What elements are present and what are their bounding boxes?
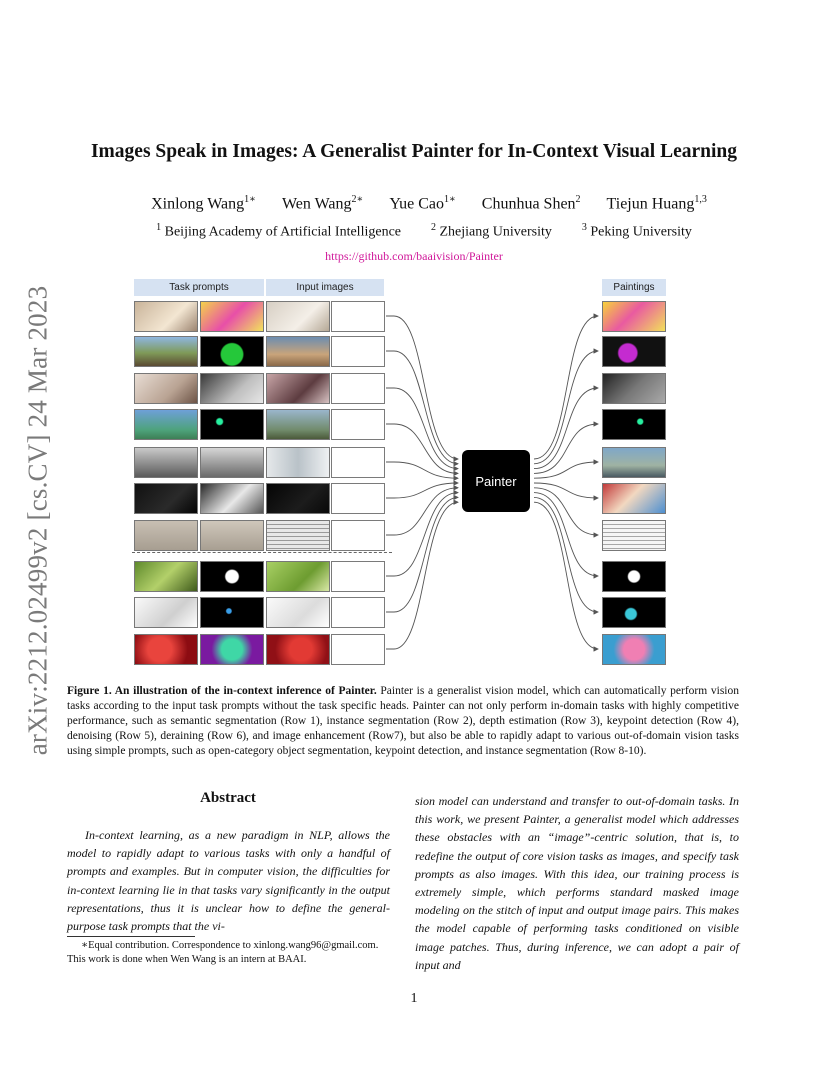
affiliation-list bbox=[80, 222, 768, 241]
abstract-right-column: sion model can understand and transfer to out-of-domain tasks. In this work, we present Painter, a generalist model which addresses these obstacles with an “image”-centric solution, that is, to redefine the output of core vision tasks as images, and specify task prompts as also images. With this idea, our training process is extremely simple, which performs standard masked image modeling on the stitch of input and output image pairs. This makes the model capable of performing tasks conditioned on visible image patches. Thus, during inference, we can adopt a pair of input and bbox=[415, 794, 739, 972]
masked-output-placeholder bbox=[331, 447, 385, 478]
input-arrow bbox=[386, 316, 458, 459]
query-input-image bbox=[266, 634, 330, 665]
author: Wen Wang$^{2∗}$ bbox=[281, 194, 364, 213]
output-arrow bbox=[534, 351, 598, 464]
query-input-image bbox=[266, 561, 330, 592]
query-input-image bbox=[266, 301, 330, 332]
query-input-image bbox=[266, 447, 330, 478]
output-arrow bbox=[534, 483, 598, 498]
painting-output-image bbox=[602, 447, 666, 478]
input-arrow bbox=[386, 488, 458, 535]
masked-output-placeholder bbox=[331, 634, 385, 665]
painter-model-box bbox=[462, 450, 530, 512]
task-prompt-output-image bbox=[200, 483, 264, 514]
figure-caption bbox=[67, 684, 739, 759]
output-arrow bbox=[534, 493, 598, 576]
query-input-image bbox=[266, 597, 330, 628]
domain-separator bbox=[132, 552, 392, 553]
figure-painter-overview bbox=[132, 277, 672, 672]
column-header-input-images: Input images bbox=[266, 279, 384, 296]
task-prompt-output-image bbox=[200, 409, 264, 440]
footnote bbox=[67, 939, 393, 966]
task-prompt-output-image bbox=[200, 520, 264, 551]
arxiv-sidebar-stamp bbox=[18, 280, 58, 760]
caption-text: Painter is a generalist vision model, which can automatically perform vision tasks according to the input task prompts without the task specific heads. Painter can not only perform in-domain tasks with highly competitive performance, such as semantic segmentation (Row 1), instance segmentation (Row 2), depth estimation (Row 3), keypoint detection (Row 4), denoising (Row 5), deraining (Row 6), and image enhancement (Row7), but also be able to rapidly adapt to various out-of-domain vision tasks using simple prompts, such as open-category object segmentation, keypoint detection, and instance segmentation (Row 8-10). bbox=[67, 685, 739, 757]
painting-output-image bbox=[602, 483, 666, 514]
author-list bbox=[90, 194, 768, 213]
output-arrow bbox=[534, 497, 598, 612]
input-arrow bbox=[386, 351, 458, 464]
painting-output-image bbox=[602, 634, 666, 665]
abstract-heading: Abstract bbox=[200, 790, 256, 806]
input-arrow bbox=[386, 497, 458, 612]
author: Chunhua Shen$^2$ bbox=[481, 194, 581, 213]
masked-output-placeholder bbox=[331, 373, 385, 404]
column-header-task-prompts: Task prompts bbox=[134, 279, 264, 296]
author: Xinlong Wang$^{1∗}$ bbox=[151, 194, 256, 213]
footnote-line: ∗Equal contribution. Correspondence to xinlong.wang96@gmail.com. bbox=[81, 940, 379, 951]
query-input-image bbox=[266, 373, 330, 404]
task-prompt-input-image bbox=[134, 409, 198, 440]
query-input-image bbox=[266, 483, 330, 514]
arxiv-id: arXiv:2212.02499v2 [cs.CV] 24 Mar 2023 bbox=[22, 285, 53, 755]
task-prompt-input-image bbox=[134, 597, 198, 628]
task-prompt-output-image bbox=[200, 336, 264, 367]
input-arrow bbox=[386, 493, 458, 576]
task-prompt-output-image bbox=[200, 597, 264, 628]
painting-output-image bbox=[602, 561, 666, 592]
page-number: 1 bbox=[410, 991, 418, 1006]
affiliation: $^3$ Peking University bbox=[581, 222, 692, 240]
painter-label: Painter bbox=[475, 473, 517, 489]
painting-output-image bbox=[602, 301, 666, 332]
query-input-image bbox=[266, 409, 330, 440]
task-prompt-input-image bbox=[134, 520, 198, 551]
output-arrow bbox=[534, 502, 598, 649]
masked-output-placeholder bbox=[331, 561, 385, 592]
query-input-image bbox=[266, 336, 330, 367]
footnote-rule bbox=[67, 936, 195, 937]
task-prompt-input-image bbox=[134, 561, 198, 592]
task-prompt-output-image bbox=[200, 561, 264, 592]
painting-output-image bbox=[602, 597, 666, 628]
column-header-paintings: Paintings bbox=[602, 279, 666, 296]
masked-output-placeholder bbox=[331, 336, 385, 367]
task-prompt-input-image bbox=[134, 483, 198, 514]
output-arrow bbox=[534, 388, 598, 469]
task-prompt-input-image bbox=[134, 634, 198, 665]
painting-output-image bbox=[602, 409, 666, 440]
painting-output-image bbox=[602, 520, 666, 551]
painting-output-image bbox=[602, 336, 666, 367]
footnote-line: This work is done when Wen Wang is an intern at BAAI. bbox=[67, 953, 307, 965]
affiliation: $^1$ Beijing Academy of Artificial Intelligence bbox=[156, 222, 401, 240]
masked-output-placeholder bbox=[331, 301, 385, 332]
affiliation: $^2$ Zhejiang University bbox=[431, 222, 552, 240]
output-arrow bbox=[534, 316, 598, 459]
masked-output-placeholder bbox=[331, 597, 385, 628]
task-prompt-output-image bbox=[200, 373, 264, 404]
masked-output-placeholder bbox=[331, 409, 385, 440]
task-prompt-input-image bbox=[134, 447, 198, 478]
task-prompt-input-image bbox=[134, 373, 198, 404]
author: Tiejun Huang$^{1,3}$ bbox=[606, 194, 707, 213]
task-prompt-input-image bbox=[134, 336, 198, 367]
masked-output-placeholder bbox=[331, 483, 385, 514]
author: Yue Cao$^{1∗}$ bbox=[389, 194, 456, 213]
input-arrow bbox=[386, 462, 458, 478]
caption-label: Figure 1. An illustration of the in-context inference of Painter. bbox=[67, 685, 377, 697]
abstract-left-column: In-context learning, as a new paradigm in NLP, allows the model to rapidly adapt to various tasks with only a handful of prompts and examples. But in computer vision, the difficulties for in-context learning lie in that tasks vary significantly in the output representations, thus it is unclear how to define the general-purpose task prompts that the vi- bbox=[67, 828, 390, 934]
query-input-image bbox=[266, 520, 330, 551]
task-prompt-output-image bbox=[200, 447, 264, 478]
task-prompt-output-image bbox=[200, 634, 264, 665]
project-link[interactable]: https://github.com/baaivision/Painter bbox=[325, 249, 503, 263]
masked-output-placeholder bbox=[331, 520, 385, 551]
task-prompt-output-image bbox=[200, 301, 264, 332]
painting-output-image bbox=[602, 373, 666, 404]
output-arrow bbox=[534, 462, 598, 478]
input-arrow bbox=[386, 388, 458, 469]
paper-title: Images Speak in Images: A Generalist Painter for In-Context Visual Learning bbox=[90, 141, 738, 162]
task-prompt-input-image bbox=[134, 301, 198, 332]
